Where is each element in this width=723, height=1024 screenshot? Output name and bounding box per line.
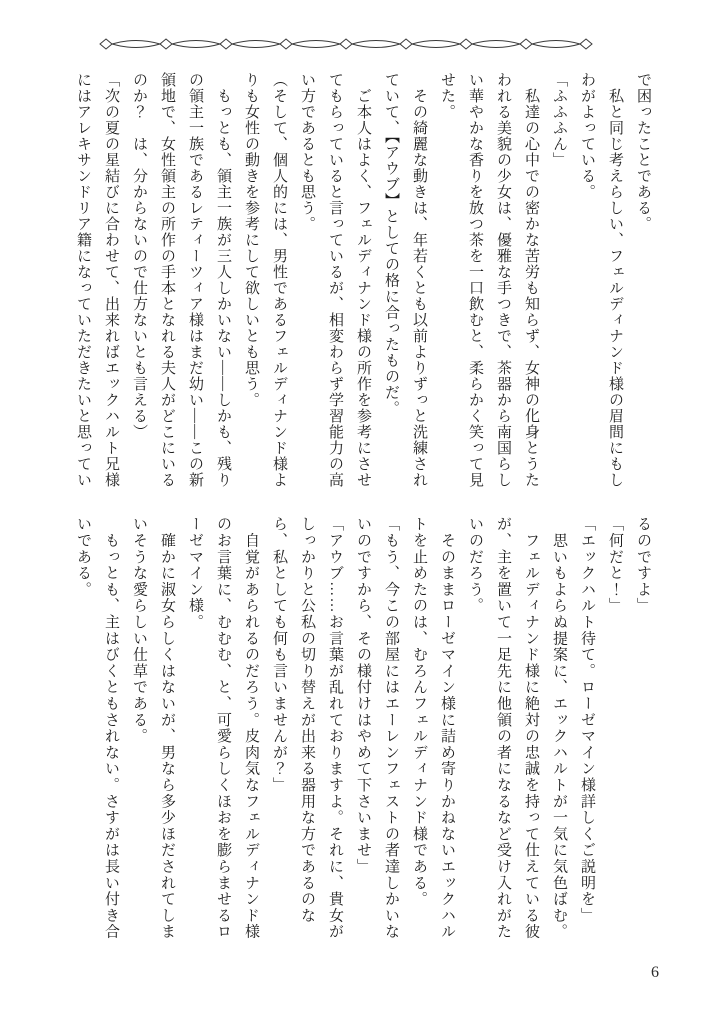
decorative-divider-icon: [96, 36, 596, 52]
paragraph: 「エックハルト待て。ローゼマイン様詳しくご説明を」: [579, 516, 595, 924]
paragraph: 私達の心中での密かな苦労も知らず、女神の化身とうたわれる美貌の少女は、優雅な手つきで、茶器から南国らしい華やかな香りを放つ茶を一口飲むと、柔らかく笑って見せた。: [439, 72, 539, 488]
paragraph: もっとも、領主一族が三人しかいない――しかも、残りの領主一族であるレティーツィア様はまだ幼い――この新領地で、女性領主の所作の手本となれる夫人がどこにいるのか？ は、分からないので仕方ないとも言える）: [131, 72, 231, 488]
paragraph: 「次の夏の星結びに合わせて、出来ればエックハルト兄様にはアレキサンドリア籍になっていただきたいと思ってい: [75, 72, 119, 488]
page-number: 6: [651, 964, 659, 981]
paragraph: 「ふふふん」: [551, 72, 567, 168]
paragraph: 「アウブ……お言葉が乱れておりますよ。それに、貴女がしっかりと公私の切り替えが出来る器用な方であるのなら、私としても何も言いませんが？」: [271, 516, 343, 940]
paragraph: 自覚があられるのだろう。皮肉気なフェルディナンド様のお言葉に、むむむ、と、可愛らしくほおを膨らませるローゼマイン様。: [187, 516, 259, 940]
top-text-block: [69, 72, 657, 492]
paragraph: もっとも、主はびくともされない。さすがは長い付き合いである。: [75, 516, 119, 940]
paragraph: 「何だと！」: [607, 516, 623, 614]
paragraph: 「もう、今この部屋にはエーレンフェストの者達しかいないのですから、その様付けはやめて下さいませ」: [355, 516, 399, 940]
paragraph: その綺麗な動きは、年若くとも以前よりずっと洗練されていて、【アウブ】としての格に合ったものだ。: [383, 72, 427, 488]
paragraph: （そして、個人的には、男性であるフェルディナンド様よりも女性の動きを参考にして欲しいとも思う。: [243, 72, 287, 488]
paragraph: そのままローゼマイン様に詰め寄りかねないエックハルトを止めたのは、むろんフェルディナンド様である。: [411, 516, 455, 940]
paragraph: で困ったことである。: [635, 72, 651, 232]
paragraph: るのですよ」: [635, 516, 651, 614]
paragraph: 私と同じ考えらしい、フェルディナンド様の眉間にもしわがよっている。: [579, 72, 623, 488]
bottom-text-block: [69, 516, 657, 940]
paragraph: フェルディナンド様に絶対の忠誠を持って仕えている彼が、主を置いて一足先に他領の者になるなど受け入れがたいのだろう。: [467, 516, 539, 940]
paragraph: 思いもよらぬ提案に、エックハルトが一気に気色ばむ。: [551, 516, 567, 940]
paragraph: ご本人はよく、フェルディナンド様の所作を参考にさせてもらっていると言っているが、相変わらず学習能力の高い方であるとも思う。: [299, 72, 371, 488]
paragraph: 確かに淑女らしくはないが、男なら多少ほだされてしまいそうな愛らしい仕草である。: [131, 516, 175, 940]
